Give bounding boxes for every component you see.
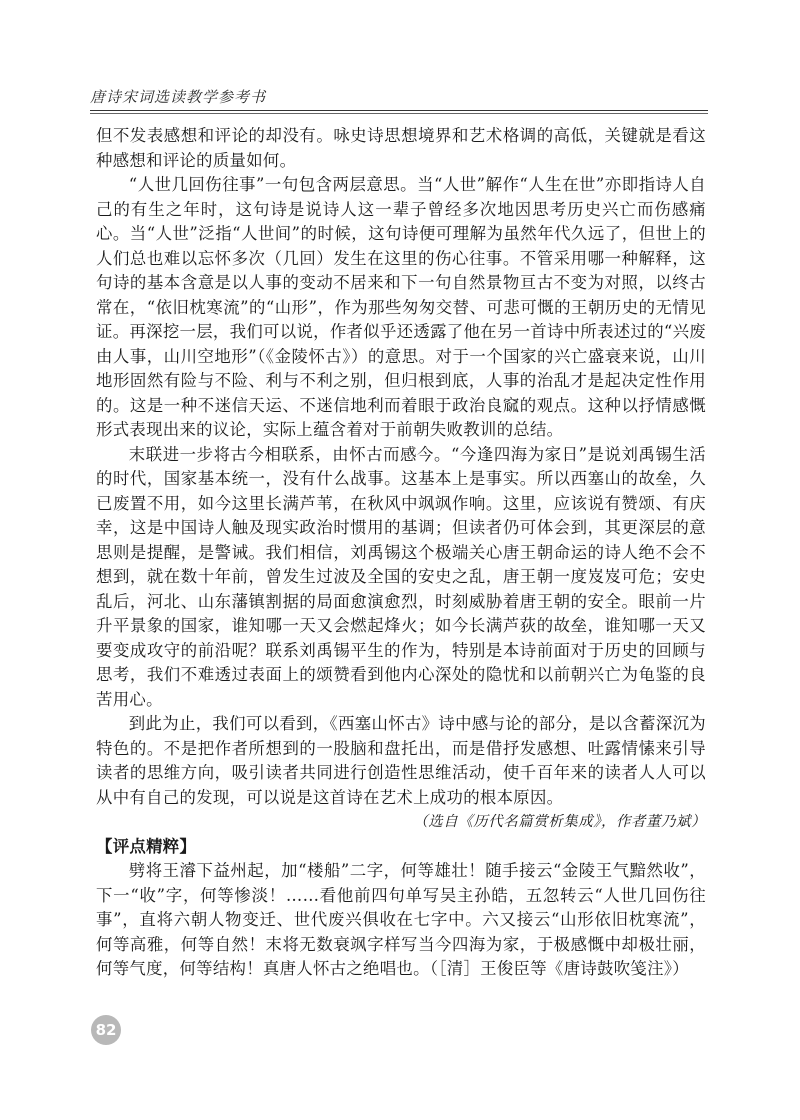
page-number-badge: 82 [91, 1015, 121, 1045]
header-rule [90, 110, 708, 111]
paragraph: “人世几回伤往事”一句包含两层意思。当“人世”解作“人生在世”亦即指诗人自己的有生之年时，这句诗是说诗人这一辈子曾经多次地因思考历史兴亡而伤感痛心。当“人世”泛指“人世间”的时候，这句诗便可理解为虽然年代久远了，但世上的人们总也难以忘怀多次（几回）发生在这里的伤心往事。不管采用哪一种解释，这句诗的基本含意是以人事的变动不居来和下一句自然景物亘古不变为对照，以终古常在，“依旧枕寒流”的“山形”，作为那些匆匆交替、可悲可慨的王朝历史的无情见证。再深挖一层，我们可以说，作者似乎还透露了他在另一首诗中所表述过的“兴废由人事，山川空地形”（《金陵怀古》）的意思。对于一个国家的兴亡盛衰来说，山川地形固然有险与不险、利与不利之别，但归根到底，人事的治乱才是起决定性作用的。这是一种不迷信天运、不迷信地利而着眼于政治良窳的观点。这种以抒情感慨形式表现出来的议论，实际上蕴含着对于前朝失败教训的总结。 [96, 175, 706, 439]
paragraph-continued: 但不发表感想和评论的却没有。咏史诗思想境界和艺术格调的高低，关键就是看这种感想和评论的质量如何。 [96, 126, 706, 170]
paragraph: 到此为止，我们可以看到，《西塞山怀古》诗中感与论的部分，是以含蓄深沉为特色的。不是把作者所想到的一股脑和盘托出，而是借抒发感想、吐露情愫来引导读者的思维方向，吸引读者共同进行创造性思维活动，使千百年来的读者人人可以从中有自己的发现，可以说是这首诗在艺术上成功的根本原因。 [96, 714, 706, 807]
header-rule-secondary [90, 113, 708, 114]
running-title: 唐诗宋词选读教学参考书 [90, 88, 267, 106]
main-body [96, 124, 706, 982]
commentary-paragraph: 劈将王濬下益州起，加“楼船”二字，何等雄壮！随手接云“金陵王气黯然收”，下一“收”字，何等惨淡！……看他前四句单写吴主孙皓，五忽转云“人世几回伤往事”，直将六朝人物变迁、世代废兴俱收在七字中。六又接云“山形依旧枕寒流”，何等高雅，何等自然！末将无数衰飒字样写当今四海为家，于极感慨中却极壮丽，何等气度，何等结构！真唐人怀古之绝唱也。（［清］王俊臣等《唐诗鼓吹笺注》） [96, 861, 706, 978]
paragraph: 末联进一步将古今相联系，由怀古而感今。“今逢四海为家日”是说刘禹锡生活的时代，国家基本统一，没有什么战事。这基本上是事实。所以西塞山的故垒，久已废置不用，如今这里长满芦苇，在秋风中飒飒作响。这里，应该说有赞颂、有庆幸，这是中国诗人触及现实政治时惯用的基调；但读者仍可体会到，其更深层的意思则是提醒，是警诫。我们相信，刘禹锡这个极端关心唐王朝命运的诗人绝不会不想到，就在数十年前，曾发生过波及全国的安史之乱，唐王朝一度岌岌可危；安史乱后，河北、山东藩镇割据的局面愈演愈烈，时刻威胁着唐王朝的安全。眼前一片升平景象的国家，谁知哪一天又会燃起烽火；如今长满芦荻的故垒，谁知哪一天又要变成攻守的前沿呢？联系刘禹锡平生的作为，特别是本诗前面对于历史的回顾与思考，我们不难透过表面上的颂赞看到他内心深处的隐忧和以前朝兴亡为龟鉴的良苦用心。 [96, 444, 706, 709]
section-heading: 【评点精粹】 [96, 836, 197, 856]
source-citation: （选自《历代名篇赏析集成》，作者董乃斌） [413, 814, 706, 830]
